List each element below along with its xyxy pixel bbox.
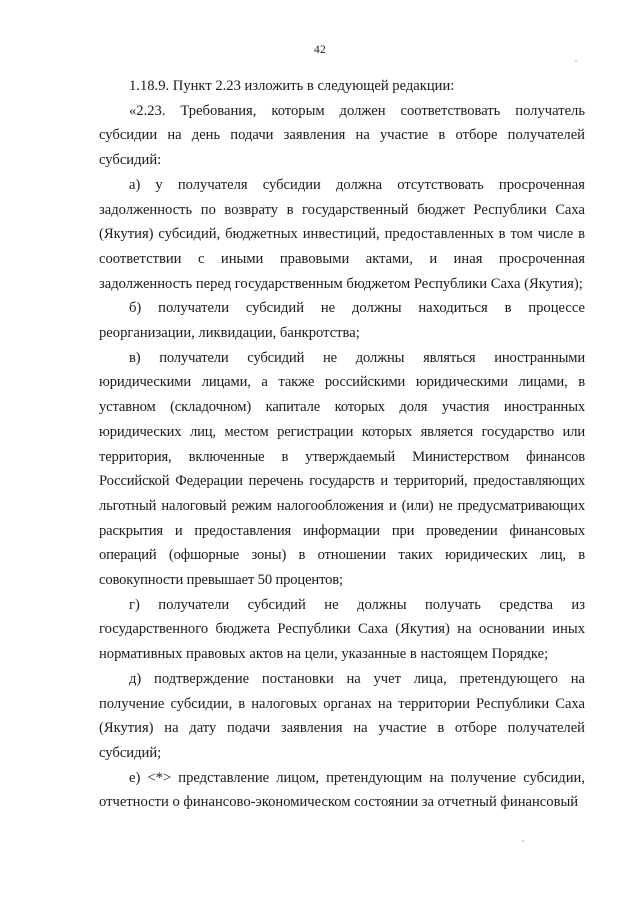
paragraph-item-e: е) <*> представление лицом, претендующим на получение субсидии, отчетности о финансово-экономическом состоянии за отчетный финансовый (99, 769, 585, 811)
paragraph-item-b: б) получатели субсидий не должны находиться в процессе реорганизации, ликвидации, банкротства; (99, 300, 585, 342)
page-number: 42 (313, 44, 327, 56)
scan-speck (575, 60, 577, 62)
document-body (99, 74, 585, 815)
scan-speck (522, 840, 524, 842)
paragraph-item-g: г) получатели субсидий не должны получать средства из государственного бюджета Республики Саха (Якутия) на основании иных нормативных правовых актов на цели, указанные в настоящем Порядке; (99, 596, 585, 663)
paragraph-2-23-requirements: «2.23. Требования, которым должен соответствовать получатель субсидии на день подачи заявления на участие в отборе получателей субсидий: (99, 102, 585, 169)
paragraph-item-d: д) подтверждение постановки на учет лица, претендующего на получение субсидии, в налоговых органах на территории Республики Саха (Якутия) на дату подачи заявления на участие в отборе получателей субсидий; (99, 670, 585, 761)
paragraph-item-v: в) получатели субсидий не должны являться иностранными юридическими лицами, а также российскими юридическими лицами, в уставном (складочном) капитале которых доля участия иностранных юридических лиц, местом регистрации которых является государство или территория, включенные в утверждаемый Министерством финансов Российской Федерации перечень государств и территорий, предоставляющих льготный налоговый режим налогообложения и (или) не предусматривающих раскрытия и предоставления информации при проведении финансовых операций (офшорные зоны) в отношении таких юридических лиц, в совокупности превышает 50 процентов; (99, 349, 585, 589)
paragraph-1-18-9: 1.18.9. Пункт 2.23 изложить в следующей редакции: (129, 78, 455, 94)
paragraph-item-a: а) у получателя субсидии должна отсутствовать просроченная задолженность по возврату в государственный бюджет Республики Саха (Якутия) субсидий, бюджетных инвестиций, предоставленных в том числе в соответствии с иными правовыми актами, и иная просроченная задолженность перед государственным бюджетом Республики Саха (Якутия); (99, 176, 585, 292)
